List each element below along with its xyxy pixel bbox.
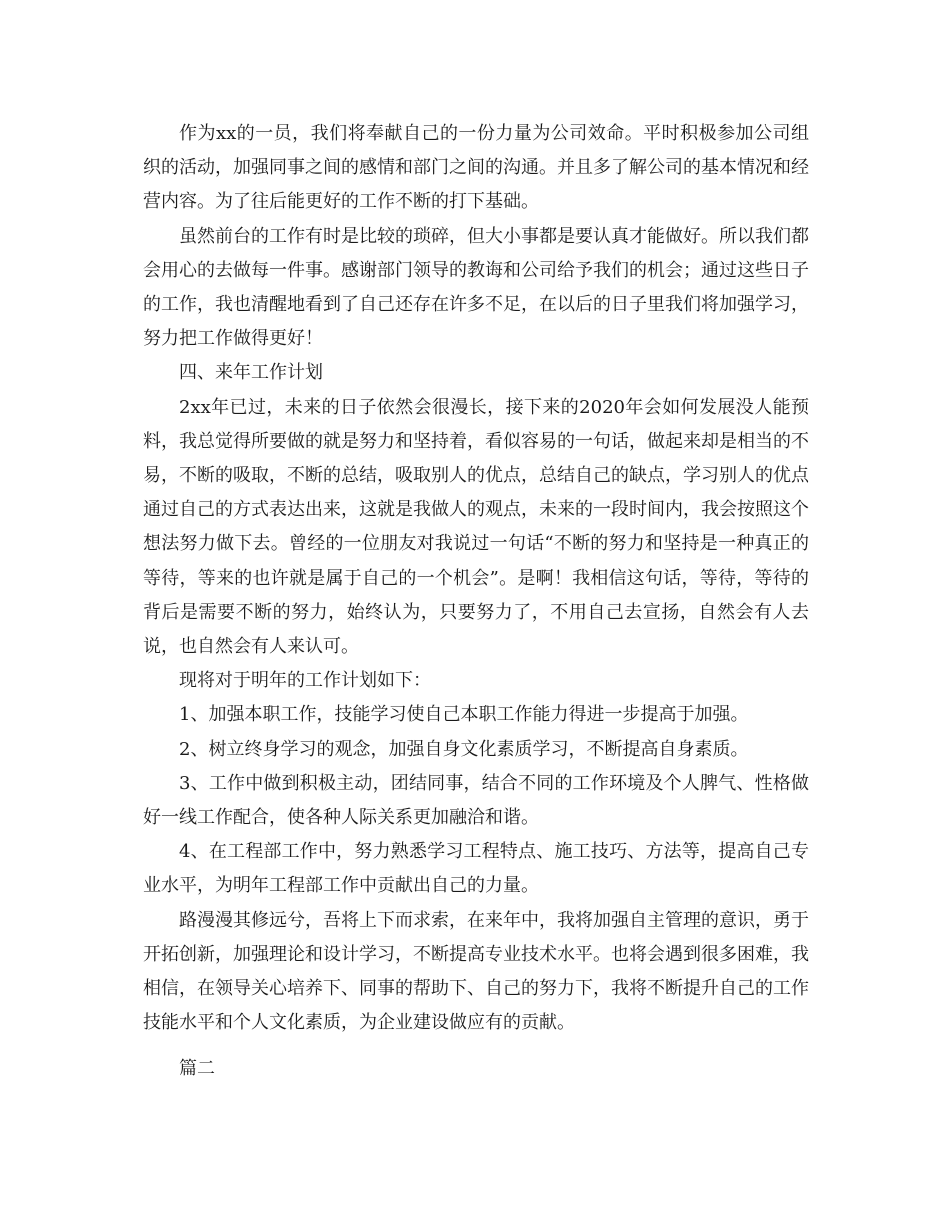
section-heading-next-year-plan: 四、来年工作计划 (179, 362, 323, 384)
paragraph-year-reflection: 2xx年已过，未来的日子依然会很漫长，接下来的2020年会如何发展没人能预料，我总觉得所要做的就是努力和坚持着，看似容易的一句话，做起来却是相当的不易，不断的吸取，不断的总结，吸取别人的优点，总结自己的缺点，学习别人的优点通过自己的方式表达出来，这就是我做人的观点，未来的一段时间内，我会按照这个想法努力做下去。曾经的一位朋友对我说过一句话“不断的努力和坚持是一种真正的等待，等来的也许就是属于自己的一个机会”。是啊！我相信这句话，等待，等待的背后是需要不断的努力，始终认为，只要努力了，不用自己去宣扬，自然会有人去说，也自然会有人来认可。 (143, 396, 809, 658)
plan-item-2: 2、树立终身学习的观念，加强自身文化素质学习，不断提高自身素质。 (179, 738, 749, 760)
paragraph-plan-intro: 现将对于明年的工作计划如下： (179, 670, 431, 692)
document-body (143, 117, 809, 1087)
paragraph-closing: 路漫漫其修远兮，吾将上下而求索，在来年中，我将加强自主管理的意识，勇于开拓创新，加强理论和设计学习，不断提高专业技术水平。也将会遇到很多困难，我相信，在领导关心培养下、同事的帮助下、自己的努力下，我将不断提升自己的工作技能水平和个人文化素质，为企业建设做应有的贡献。 (143, 909, 809, 1034)
plan-item-1: 1、加强本职工作，技能学习使自己本职工作能力得进一步提高于加强。 (179, 704, 749, 726)
paragraph-front-desk: 虽然前台的工作有时是比较的琐碎，但大小事都是要认真才能做好。所以我们都会用心的去做每一件事。感谢部门领导的教诲和公司给予我们的机会；通过这些日子的工作，我也清醒地看到了自己还存在许多不足，在以后的日子里我们将加强学习，努力把工作做得更好！ (143, 225, 809, 350)
paragraph-team-member: 作为xx的一员，我们将奉献自己的一份力量为公司效命。平时积极参加公司组织的活动，加强同事之间的感情和部门之间的沟通。并且多了解公司的基本情况和经营内容。为了往后能更好的工作不断的打下基础。 (143, 123, 809, 213)
plan-item-4: 4、在工程部工作中，努力熟悉学习工程特点、施工技巧、方法等，提高自己专业水平，为明年工程部工作中贡献出自己的力量。 (143, 841, 809, 897)
plan-item-3: 3、工作中做到积极主动，团结同事，结合不同的工作环境及个人脾气、性格做好一线工作配合，使各种人际关系更加融洽和谐。 (143, 772, 809, 829)
section-heading-part-two: 篇二 (179, 1058, 215, 1080)
